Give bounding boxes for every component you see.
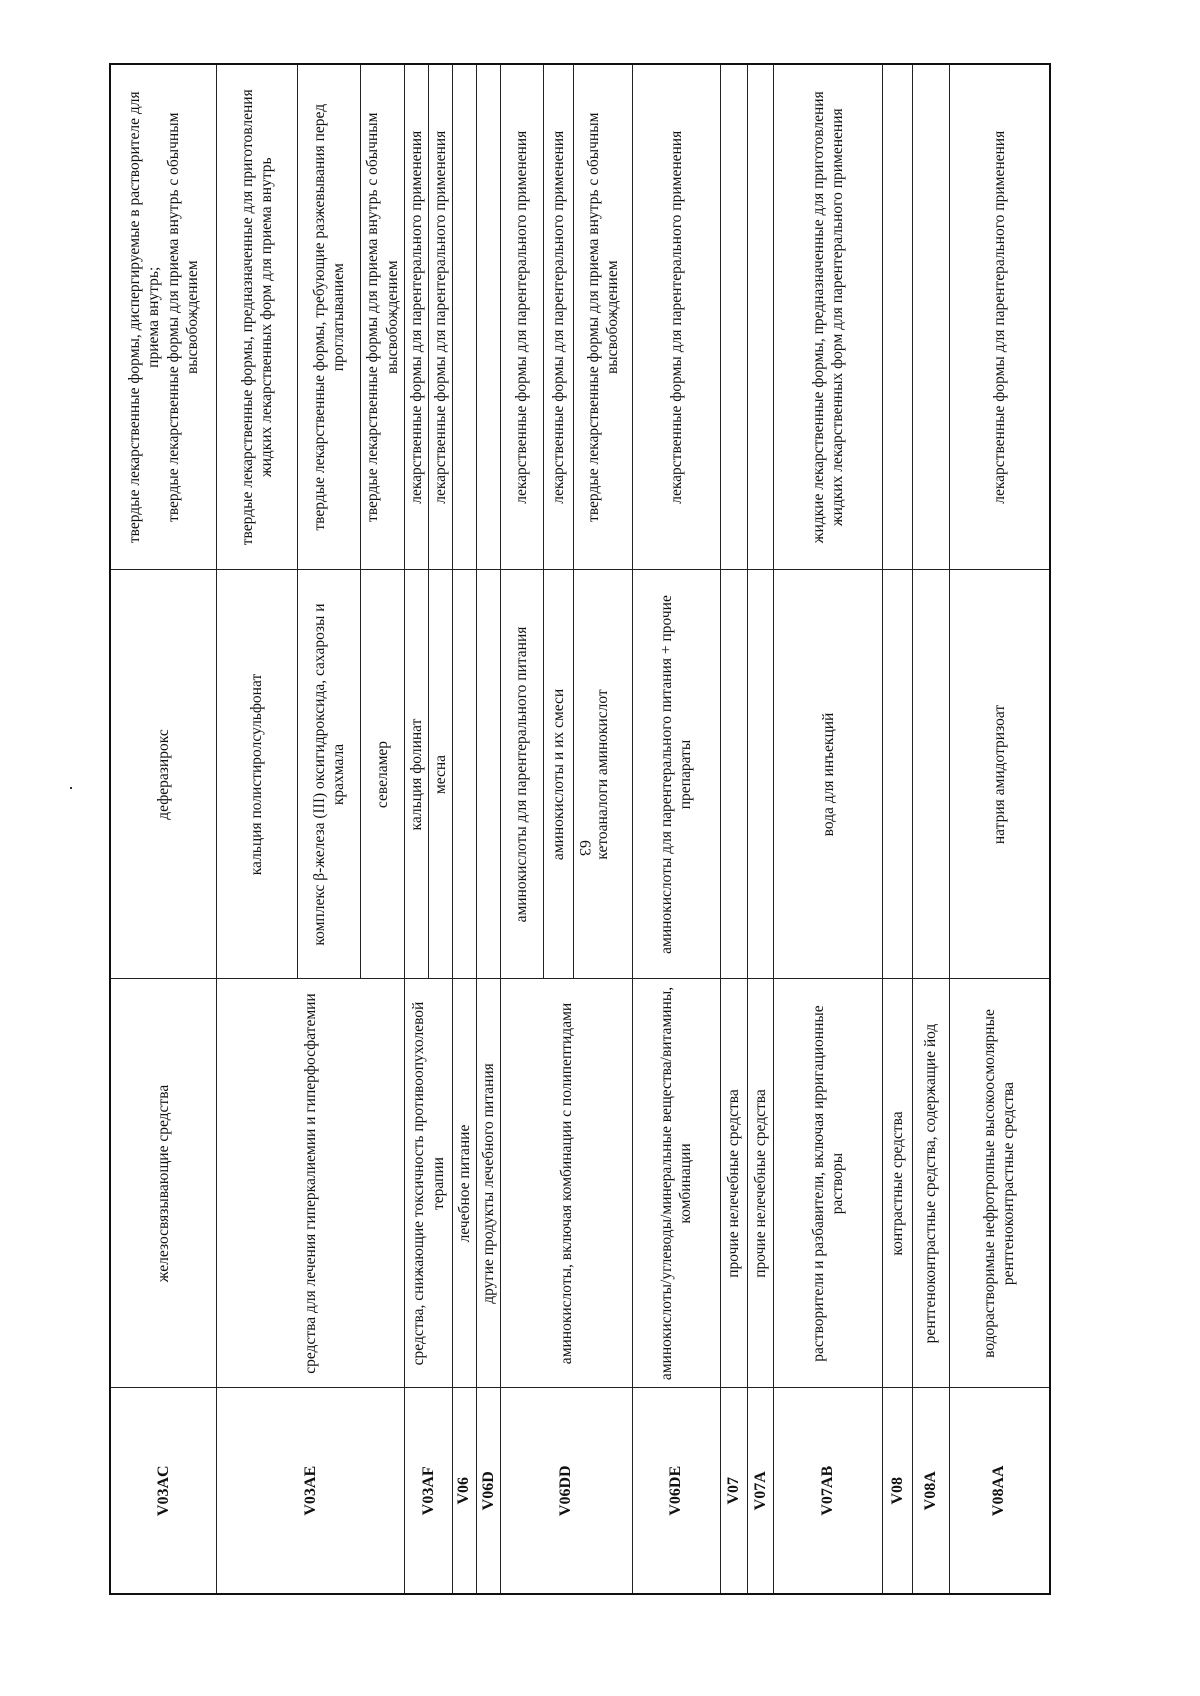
drug-name: деферазирокс [110, 570, 217, 979]
drug-classification-table [109, 63, 1051, 1595]
drug-name: аминокислоты и их смеси [543, 570, 574, 979]
drug-name: натрия амидотризоат [949, 570, 1050, 979]
anatomical-group: аминокислоты, включая комбинации с полипептидами [501, 979, 632, 1388]
table-row [110, 64, 217, 1594]
anatomical-group: аминокислоты/углеводы/минеральные вещества/витамины, комбинации [632, 979, 721, 1388]
drug-name: комплекс β-железа (III) оксигидроксида, сахарозы и крахмала [297, 570, 360, 979]
atc-code: V07A [747, 1388, 773, 1594]
dosage-forms: лекарственные формы для парентерального применения [501, 64, 543, 570]
anatomical-group: водорастворимые нефротропные высокоосмолярные рентгеноконтрастные средства [949, 979, 1050, 1388]
dosage-forms: лекарственные формы для парентерального применения [949, 64, 1050, 570]
anatomical-group: контрастные средства [883, 979, 913, 1388]
anatomical-group: лечебное питание [452, 979, 476, 1388]
atc-code: V03AF [405, 1388, 452, 1594]
table-body [110, 64, 1050, 1594]
empty-cell [477, 570, 501, 979]
atc-code: V08AA [949, 1388, 1050, 1594]
anatomical-group: железосвязывающие средства [110, 979, 217, 1388]
table-row [912, 64, 949, 1594]
table-row [632, 64, 721, 1594]
dosage-forms: твердые лекарственные формы, диспергируемые в растворителе для приема внутрь; твердые лекарственные формы для приема внутрь с обычным высвобождением [110, 64, 217, 570]
drug-name: аминокислоты для парентерального питания + прочие препараты [632, 570, 721, 979]
drug-name: севеламер [361, 570, 405, 979]
table-row [501, 64, 543, 1594]
atc-code: V08A [912, 1388, 949, 1594]
dosage-forms: лекарственные формы для парентерального применения [543, 64, 574, 570]
anatomical-group: прочие нелечебные средства [747, 979, 773, 1388]
empty-cell [883, 64, 913, 570]
dosage-forms: твердые лекарственные формы для приема внутрь с обычным высвобождением [574, 64, 632, 570]
dosage-forms: лекарственные формы для парентерального применения [429, 64, 453, 570]
drug-name: вода для инъекций [774, 570, 883, 979]
atc-code: V07AB [774, 1388, 883, 1594]
anatomical-group: средства для лечения гиперкалиемии и гиперфосфатемии [217, 979, 405, 1388]
atc-code: V06DD [501, 1388, 632, 1594]
drug-name: аминокислоты для парентерального питания [501, 570, 543, 979]
table-row [405, 64, 429, 1594]
dosage-forms: лекарственные формы для парентерального применения [405, 64, 429, 570]
anatomical-group: растворители и разбавители, включая ирригационные растворы [774, 979, 883, 1388]
anatomical-group: средства, снижающие токсичность противоопухолевой терапии [405, 979, 452, 1388]
atc-code: V03AE [217, 1388, 405, 1594]
table-row [477, 64, 501, 1594]
table-row [883, 64, 913, 1594]
empty-cell [747, 64, 773, 570]
table-row [774, 64, 883, 1594]
anatomical-group: другие продукты лечебного питания [477, 979, 501, 1388]
empty-cell [452, 64, 476, 570]
table-row [217, 64, 297, 1594]
atc-code: V06DE [632, 1388, 721, 1594]
empty-cell [721, 64, 747, 570]
empty-cell [452, 570, 476, 979]
dosage-forms: твердые лекарственные формы, предназначенные для приготовления жидких лекарственных форм для приема внутрь [217, 64, 297, 570]
drug-name: кальция фолинат [405, 570, 429, 979]
atc-code: V07 [721, 1388, 747, 1594]
table-row [747, 64, 773, 1594]
table-row [721, 64, 747, 1594]
scan-speck [70, 787, 72, 789]
atc-code: V08 [883, 1388, 913, 1594]
page-number: 63 [576, 840, 593, 856]
drug-name: кетоаналоги аминокислот [574, 570, 632, 979]
empty-cell [477, 64, 501, 570]
dosage-forms: жидкие лекарственные формы, предназначенные для приготовления жидких лекарственных форм для парентерального применения [774, 64, 883, 570]
anatomical-group: рентгеноконтрастные средства, содержащие йод [912, 979, 949, 1388]
atc-code: V03AC [110, 1388, 217, 1594]
drug-name: месна [429, 570, 453, 979]
empty-cell [912, 64, 949, 570]
dosage-forms: лекарственные формы для парентерального применения [632, 64, 721, 570]
anatomical-group: прочие нелечебные средства [721, 979, 747, 1388]
empty-cell [912, 570, 949, 979]
empty-cell [883, 570, 913, 979]
table-row [949, 64, 1050, 1594]
drug-name: кальция полистиролсульфонат [217, 570, 297, 979]
rotated-table-container [109, 65, 1051, 1595]
dosage-forms: твердые лекарственные формы для приема внутрь с обычным высвобождением [361, 64, 405, 570]
empty-cell [721, 570, 747, 979]
table-row [452, 64, 476, 1594]
atc-code: V06D [477, 1388, 501, 1594]
empty-cell [747, 570, 773, 979]
atc-code: V06 [452, 1388, 476, 1594]
dosage-forms: твердые лекарственные формы, требующие разжевывания перед проглатыванием [297, 64, 360, 570]
